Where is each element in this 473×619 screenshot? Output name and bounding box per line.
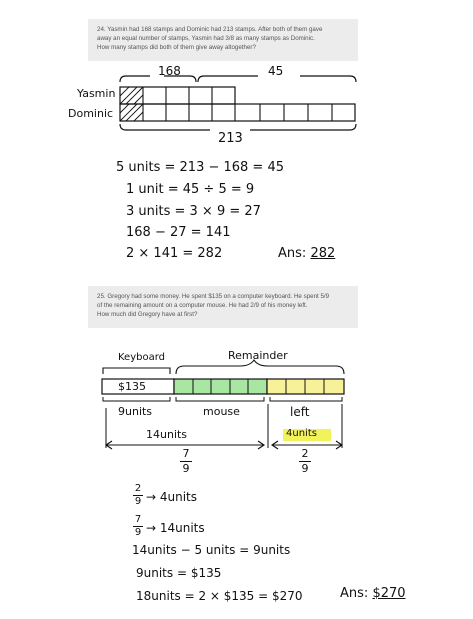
label-dominic: Dominic (68, 107, 114, 120)
label-mouse: mouse (203, 405, 240, 418)
work-25-line-5: 18units = 2 × $135 = $270 (136, 589, 303, 603)
work-24-line-5: 2 × 141 = 282 (126, 246, 223, 261)
label-remainder: Remainder (228, 349, 288, 362)
fraction-2-9 (297, 448, 313, 475)
work-24-line-3: 3 units = 3 × 9 = 27 (126, 204, 261, 219)
work-24-line-4: 168 − 27 = 141 (126, 225, 231, 240)
work-25-line-4: 9units = $135 (136, 566, 222, 580)
label-9units: 9units (118, 405, 153, 418)
fraction-7-9-den: 9 (182, 462, 190, 475)
work-25-line-2-rest: → 14units (146, 521, 205, 535)
label-135: $135 (118, 380, 146, 393)
work-25-line-3: 14units − 5 units = 9units (132, 543, 291, 557)
work-24-line-2: 1 unit = 45 ÷ 5 = 9 (126, 182, 255, 197)
label-14units: 14units (146, 428, 188, 441)
label-left: left (290, 405, 310, 419)
question-25-text: 25. Gregory had some money. He spent $135 on a computer keyboard. He spent 5/9 of the remaining amount on a computer mouse. He had 2/9 of his money left. How much did Gregory have at first? (97, 293, 330, 318)
answer-25-value: $270 (372, 586, 406, 601)
label-213: 213 (218, 131, 243, 146)
fraction-7-9-num: 7 (182, 447, 190, 460)
answer-25-label: Ans: (340, 586, 369, 601)
work-25-line-1-rest: → 4units (146, 490, 198, 504)
label-168: 168 (158, 64, 181, 78)
label-yasmin: Yasmin (77, 87, 116, 100)
answer-24-value: 282 (310, 246, 336, 261)
label-45: 45 (268, 64, 284, 78)
fraction-2-9-num: 2 (301, 447, 309, 460)
label-4units: 4units (286, 428, 317, 439)
work-25-line-2-den: 9 (134, 527, 142, 538)
work-25-line-2-num: 7 (134, 514, 142, 525)
fraction-2-9-den: 9 (301, 462, 309, 475)
work-25-line-1-den: 9 (134, 496, 142, 507)
work-25-line-2-frac (132, 515, 144, 538)
work-25-line-1-frac (132, 484, 144, 507)
work-24-line-1: 5 units = 213 − 168 = 45 (116, 160, 285, 175)
label-keyboard: Keyboard (118, 352, 166, 363)
work-25-line-1-num: 2 (134, 483, 142, 494)
question-24-text: 24. Yasmin had 168 stamps and Dominic had 213 stamps. After both of them gave away an equal number of stamps, Yasmin had 3/8 as many stamps as Dominic. How many stamps did both of them give away altogether? (97, 26, 323, 51)
fraction-7-9 (178, 448, 194, 475)
answer-24-label: Ans: (278, 246, 307, 261)
answer-25 (340, 586, 406, 601)
